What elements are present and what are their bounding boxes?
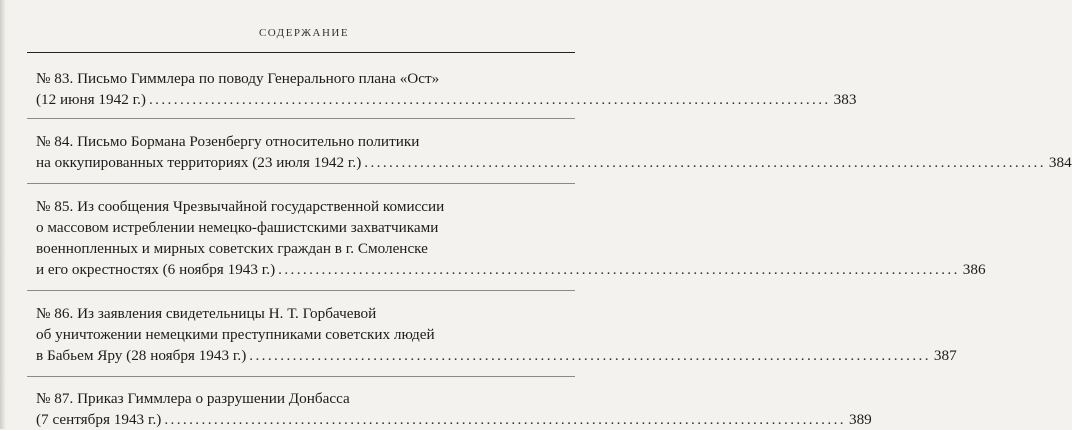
- entry-title-line: № 87. Приказ Гиммлера о разрушении Донбасса: [36, 390, 350, 407]
- toc-entry-86: [27, 291, 957, 377]
- page-number: 389: [848, 411, 872, 428]
- page-number: 383: [833, 91, 857, 108]
- entry-last-line: [36, 89, 857, 110]
- toc-entry-85: [27, 184, 986, 291]
- running-head: СОДЕРЖАНИЕ: [258, 27, 350, 39]
- dot-leader: ..............................................................................................................: [249, 347, 931, 364]
- entry-title-line: № 84. Письмо Бормана Розенбергу относительно политики: [36, 133, 420, 150]
- page-number: 384: [1048, 154, 1072, 171]
- entry-date: и его окрестностях (6 ноября 1943 г.): [36, 261, 276, 278]
- entry-last-line: [36, 259, 986, 280]
- dot-leader: ..............................................................................................................: [148, 91, 831, 108]
- toc-entry-83: [27, 66, 857, 119]
- dot-leader: ..............................................................................................................: [164, 411, 846, 428]
- page-edge-shadow: [0, 0, 6, 429]
- entry-last-line: [36, 345, 957, 366]
- entry-title-line: № 83. Письмо Гиммлера по поводу Генерального плана «Ост»: [36, 70, 440, 87]
- entry-date: (7 сентября 1943 г.): [36, 411, 162, 428]
- entry-title-line: военнопленных и мирных советских граждан в г. Смоленске: [36, 240, 428, 257]
- entry-last-line: [36, 409, 872, 430]
- entry-date: (12 июня 1942 г.): [36, 91, 146, 108]
- header-rule: [27, 52, 575, 53]
- entry-last-line: [36, 152, 1072, 173]
- dot-leader: ..............................................................................................................: [278, 261, 960, 278]
- table-of-contents: [27, 66, 1072, 430]
- entry-date: в Бабьем Яру (28 ноября 1943 г.): [36, 347, 247, 364]
- dot-leader: ..............................................................................................................: [364, 154, 1046, 171]
- entry-title-line: № 86. Из заявления свидетельницы Н. Т. Горбачевой: [36, 305, 377, 322]
- page-number: 386: [962, 261, 986, 278]
- toc-entry-84: [27, 119, 1072, 184]
- entry-title-line: об уничтожении немецкими преступниками советских людей: [36, 326, 435, 343]
- entry-title-line: № 85. Из сообщения Чрезвычайной государственной комиссии: [36, 198, 445, 215]
- page-number: 387: [933, 347, 957, 364]
- toc-entry-87: [27, 377, 872, 430]
- entry-title-line: о массовом истреблении немецко-фашистскими захватчиками: [36, 219, 439, 236]
- entry-date: на оккупированных территориях (23 июля 1942 г.): [36, 154, 362, 171]
